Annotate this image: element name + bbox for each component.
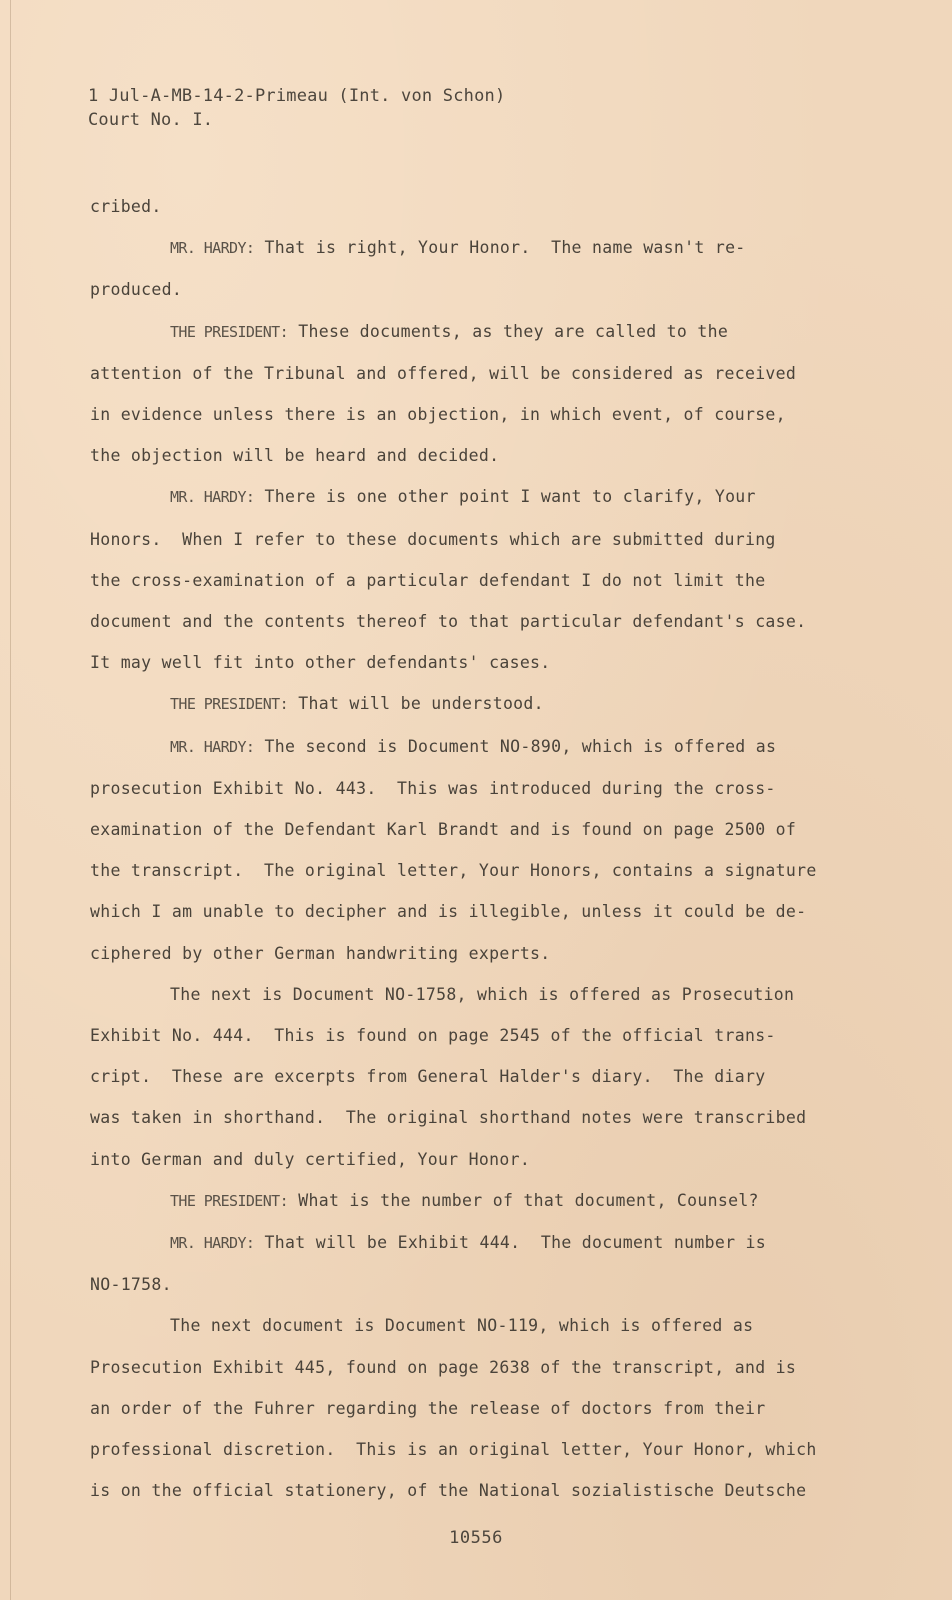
line-text: The next is Document NO-1758, which is offered as Prosecution [170, 984, 795, 1004]
line-text: examination of the Defendant Karl Brandt and is found on page 2500 of [90, 820, 797, 840]
speaker-line [90, 683, 830, 725]
transcript-line [90, 891, 830, 932]
line-text: It may well fit into other defendants' cases. [90, 653, 551, 673]
transcript-line [90, 1470, 830, 1511]
transcript-line [90, 1305, 830, 1346]
transcript-line [90, 394, 830, 435]
line-text: attention of the Tribunal and offered, will be considered as received [90, 363, 797, 383]
page-number: 10556 [449, 1528, 503, 1548]
speaker-line [90, 726, 830, 768]
transcript-line [90, 1056, 830, 1097]
speaker-label: THE PRESIDENT: [170, 322, 289, 341]
speaker-line [90, 311, 830, 353]
transcript-line [90, 974, 830, 1015]
line-text: What is the number of that document, Counsel? [288, 1190, 759, 1210]
transcript-line [90, 850, 830, 891]
line-text: Prosecution Exhibit 445, found on page 2638 of the transcript, and is [90, 1357, 797, 1377]
line-text: Exhibit No. 444. This is found on page 2545 of the official trans- [90, 1026, 776, 1046]
line-text: The second is Document NO-890, which is offered as [254, 736, 777, 756]
speaker-line [90, 476, 830, 518]
line-text: NO-1758. [90, 1275, 172, 1295]
transcript-line [90, 601, 830, 642]
line-text: the objection will be heard and decided. [90, 446, 500, 466]
line-text: There is one other point I want to clarify, Your [254, 487, 756, 507]
page-edge [10, 0, 11, 1600]
speaker-label: MR. HARDY: [170, 239, 255, 258]
header-line-1: 1 Jul-A-MB-14-2-Primeau (Int. von Schon) [88, 86, 506, 106]
transcript-line [90, 809, 830, 850]
line-text: cript. These are excerpts from General Halder's diary. The diary [90, 1067, 766, 1087]
line-text: professional discretion. This is an original letter, Your Honor, which [90, 1440, 817, 1460]
speaker-line [90, 1180, 830, 1222]
line-text: ciphered by other German handwriting experts. [90, 943, 551, 963]
line-text: the cross-examination of a particular defendant I do not limit the [90, 570, 766, 590]
speaker-label: THE PRESIDENT: [170, 1191, 289, 1210]
speaker-label: MR. HARDY: [170, 488, 255, 507]
transcript-line [90, 1347, 830, 1388]
transcript-line [90, 1429, 830, 1470]
header-line-2: Court No. I. [88, 110, 214, 130]
line-text: produced. [90, 280, 183, 300]
line-text: in evidence unless there is an objection, in which event, of course, [90, 405, 786, 425]
line-text: prosecution Exhibit No. 443. This was introduced during the cross- [90, 778, 776, 798]
transcript-line [90, 560, 830, 601]
line-text: That is right, Your Honor. The name wasn't re- [254, 238, 746, 258]
transcript-line [90, 1388, 830, 1429]
transcript-line [90, 768, 830, 809]
transcript-line [90, 186, 830, 227]
transcript-line [90, 519, 830, 560]
line-text: The next document is Document NO-119, which is offered as [170, 1316, 754, 1336]
document-header [88, 84, 505, 132]
line-text: Honors. When I refer to these documents which are submitted during [90, 529, 776, 549]
line-text: That will be understood. [288, 694, 544, 714]
transcript-line [90, 269, 830, 310]
transcript-line [90, 1139, 830, 1180]
line-text: was taken in shorthand. The original shorthand notes were transcribed [90, 1108, 807, 1128]
transcript-line [90, 435, 830, 476]
speaker-line [90, 227, 830, 269]
line-text: These documents, as they are called to the [288, 321, 729, 341]
speaker-label: MR. HARDY: [170, 1234, 255, 1253]
transcript-line [90, 1015, 830, 1056]
speaker-label: MR. HARDY: [170, 737, 255, 756]
speaker-line [90, 1222, 830, 1264]
line-text: which I am unable to decipher and is illegible, unless it could be de- [90, 902, 807, 922]
transcript-line [90, 1264, 830, 1305]
transcript-line [90, 933, 830, 974]
transcript-line [90, 642, 830, 683]
line-text: document and the contents thereof to that particular defendant's case. [90, 612, 807, 632]
transcript-body [90, 186, 830, 1512]
line-text: is on the official stationery, of the National sozialistische Deutsche [90, 1481, 807, 1501]
line-text: the transcript. The original letter, Your Honors, contains a signature [90, 861, 817, 881]
line-text: into German and duly certified, Your Honor. [90, 1149, 531, 1169]
line-text: That will be Exhibit 444. The document number is [254, 1233, 767, 1253]
line-text: cribed. [90, 197, 162, 216]
speaker-label: THE PRESIDENT: [170, 695, 289, 714]
transcript-line [90, 353, 830, 394]
transcript-line [90, 1097, 830, 1138]
line-text: an order of the Fuhrer regarding the release of doctors from their [90, 1398, 766, 1418]
